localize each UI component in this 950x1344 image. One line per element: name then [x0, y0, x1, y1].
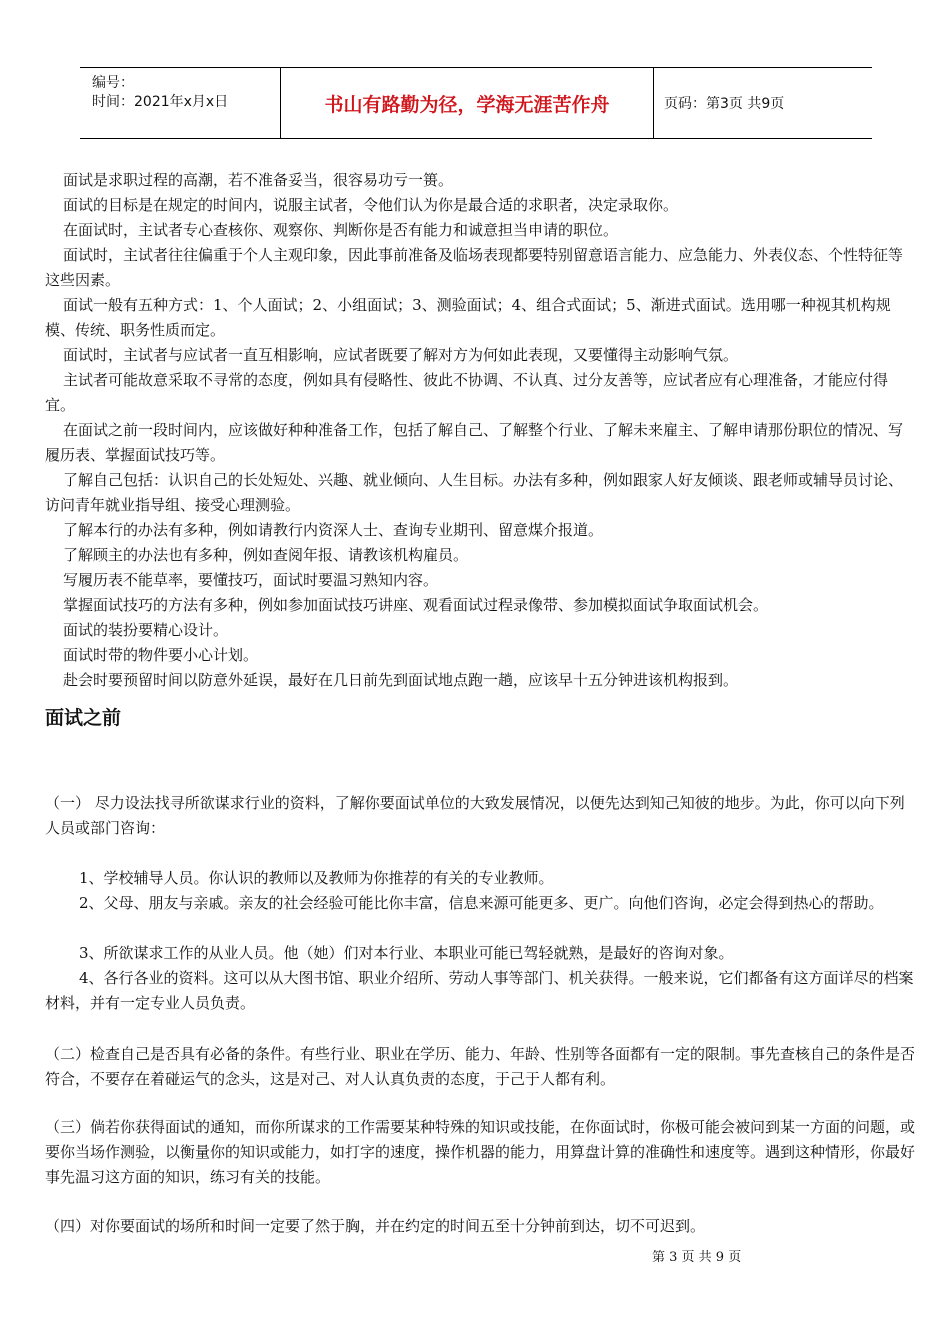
section-heading: 面试之前	[45, 707, 122, 729]
paragraph: 掌握面试技巧的方法有多种，例如参加面试技巧讲座、观看面试过程录像带、参加模拟面试争取面试机会。	[63, 596, 769, 614]
section-list-item: 3、所欲谋求工作的从业人员。他（她）们对本行业、本职业可能已驾轻就熟，是最好的咨询对象。	[79, 944, 734, 962]
paragraph: 面试时，主试者与应试者一直互相影响，应试者既要了解对方为何如此表现，又要懂得主动影响气氛。	[63, 346, 739, 364]
paragraph: 了解本行的办法有多种，例如请教行内资深人士、查询专业期刊、留意煤介报道。	[63, 521, 604, 539]
paragraph: 了解自己包括：认识自己的长处短处、兴趣、就业倾向、人生目标。办法有多种，例如跟家人好友倾谈、跟老师或辅导员讨论、访问青年就业指导组、接受心理测验。	[45, 471, 904, 514]
paragraph: 赴会时要预留时间以防意外延误，最好在几日前先到面试地点跑一趟，应该早十五分钟进该机构报到。	[63, 671, 739, 689]
paragraph: 在面试之前一段时间内，应该做好种种准备工作，包括了解自己、了解整个行业、了解未来雇主、了解申请那份职位的情况、写履历表、掌握面试技巧等。	[45, 421, 904, 464]
section-item: （一） 尽力设法找寻所欲谋求行业的资料，了解你要面试单位的大致发展情况，以便先达到知己知彼的地步。为此，你可以向下列人员或部门咨询：	[45, 794, 905, 837]
page-header	[80, 67, 872, 139]
section-item: （二）检查自己是否具有必备的条件。有些行业、职业在学历、能力、年龄、性别等各面都有一定的限制。事先查核自己的条件是否符合，不要存在着碰运气的念头，这是对己、对人认真负责的态度，于己于人都有利。	[45, 1045, 916, 1088]
paragraph: 面试的装扮要精心设计。	[63, 621, 229, 639]
header-motto: 书山有路勤为径，学海无涯苦作舟	[281, 68, 654, 138]
header-page-label: 页码：第3页 共9页	[664, 96, 785, 112]
paragraph: 面试一般有五种方式：1、个人面试；2、小组面试；3、测验面试；4、组合式面试；5、渐进式面试。选用哪一种视其机构规模、传统、职务性质而定。	[45, 296, 891, 339]
section-list-item: 2、父母、朋友与亲戚。亲友的社会经验可能比你丰富，信息来源可能更多、更广。向他们咨询，必定会得到热心的帮助。	[79, 894, 884, 912]
header-meta	[80, 68, 281, 138]
paragraph: 在面试时，主试者专心查核你、观察你、判断你是否有能力和诚意担当申请的职位。	[63, 221, 619, 239]
page-footer: 第 3 页 共 9 页	[652, 1250, 742, 1265]
paragraph: 面试的目标是在规定的时间内，说服主试者，令他们认为你是最合适的求职者，决定录取你。	[63, 196, 679, 214]
paragraph: 面试时，主试者往往偏重于个人主观印象，因此事前准备及临场表现都要特别留意语言能力、应急能力、外表仪态、个性特征等这些因素。	[45, 246, 904, 289]
section-list-item: 1、学校辅导人员。你认识的教师以及教师为你推荐的有关的专业教师。	[79, 869, 554, 887]
number-label: 编号：	[92, 75, 134, 91]
paragraph: 了解顾主的办法也有多种，例如查阅年报、请教该机构雇员。	[63, 546, 469, 564]
paragraph: 写履历表不能草率，要懂技巧，面试时要温习熟知内容。	[63, 571, 439, 589]
section-item: （四）对你要面试的场所和时间一定要了然于胸，并在约定的时间五至十分钟前到达，切不可迟到。	[45, 1217, 706, 1235]
paragraph: 面试是求职过程的高潮，若不准备妥当，很容易功亏一篑。	[63, 171, 454, 189]
paragraph: 主试者可能故意采取不寻常的态度，例如具有侵略性、彼此不协调、不认真、过分友善等，应试者应有心理准备，才能应付得宜。	[45, 371, 889, 414]
section-item: （三）倘若你获得面试的通知，而你所谋求的工作需要某种特殊的知识或技能，在你面试时，你极可能会被问到某一方面的问题，或要你当场作测验，以衡量你的知识或能力，如打字的速度，操作机器的能力，用算盘计算的准确性和速度等。遇到这种情形，你最好事先温习这方面的知识，练习有关的技能。	[45, 1118, 916, 1186]
time-label: 时间：2021年x月x日	[92, 94, 229, 110]
paragraph: 面试时带的物件要小心计划。	[63, 646, 259, 664]
section-list-item: 4、各行各业的资料。这可以从大图书馆、职业介绍所、劳动人事等部门、机关获得。一般来说，它们都备有这方面详尽的档案材料，并有一定专业人员负责。	[45, 969, 914, 1012]
